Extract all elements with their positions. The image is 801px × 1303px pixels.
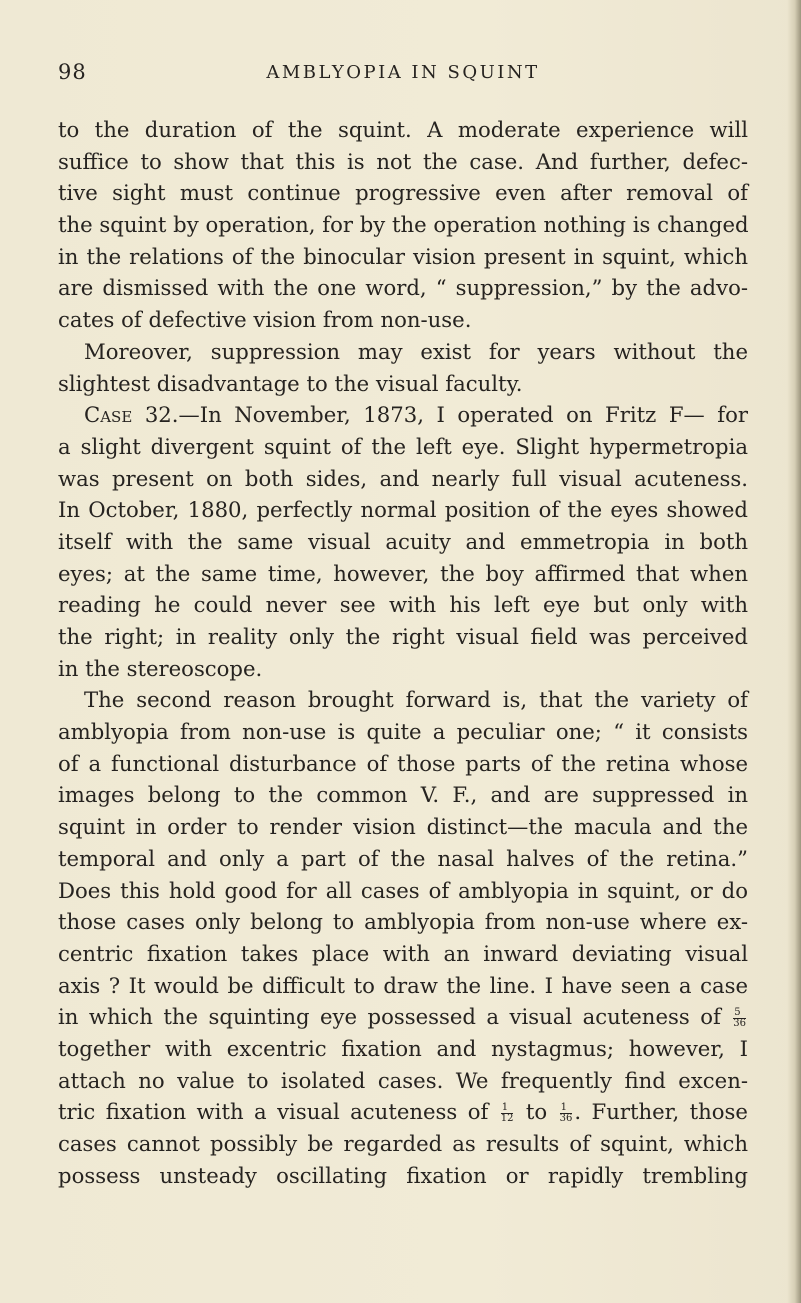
text-line: centric fixation takes place with an inward deviating visual — [58, 940, 748, 966]
text-line: Does this hold good for all cases of amblyopia in squint, or do — [58, 877, 748, 903]
case-label: Case — [84, 402, 133, 428]
fraction-numerator: 5 — [733, 1008, 746, 1019]
text-segment: tric fixation with a visual acuteness of — [58, 1099, 489, 1125]
text-line: reading he could never see with his left eye but only with — [58, 592, 748, 618]
running-head: AMBLYOPIA IN SQUINT — [266, 62, 540, 83]
fraction — [560, 1103, 573, 1124]
text-line: cases cannot possibly be regarded as results of squint, which — [58, 1131, 748, 1156]
text-line: in the stereoscope. — [58, 655, 263, 681]
fraction-numerator: 1 — [501, 1103, 514, 1114]
text-line: squint in order to render vision distinct—the macula and the — [58, 814, 748, 840]
text-line: In October, 1880, perfectly normal position of the eyes showed — [58, 497, 748, 523]
fraction-denominator: 36 — [733, 1018, 746, 1030]
fraction-numerator: 1 — [560, 1103, 573, 1114]
text-line: was present on both sides, and nearly full visual acuteness. — [58, 465, 748, 491]
text-line: attach no value to isolated cases. We frequently find excen- — [58, 1067, 748, 1093]
body-text — [58, 114, 748, 1191]
text-line: cates of defective vision from non-use. — [58, 307, 472, 333]
fraction-line — [58, 1001, 748, 1033]
text-segment: in which the squinting eye possessed a visual acuteness of — [58, 1004, 721, 1030]
text-segment: . Further, those — [574, 1099, 748, 1125]
text-line: to the duration of the squint. A moderate experience will — [58, 117, 748, 142]
fraction-denominator: 12 — [500, 1113, 514, 1125]
page-header — [58, 60, 748, 90]
fraction — [733, 1008, 746, 1029]
text-line: slightest disadvantage to the visual faculty. — [58, 370, 523, 396]
text-segment: to — [525, 1099, 548, 1125]
text-line: are dismissed with the one word, “ suppression,” by the advo- — [58, 275, 748, 301]
case-text: 32.—In November, 1873, I operated on Fritz F— for — [144, 402, 748, 428]
text-line: amblyopia from non-use is quite a peculiar one; “ it consists — [58, 719, 748, 745]
fraction — [501, 1103, 514, 1124]
text-line: those cases only belong to amblyopia from non-use where ex- — [58, 909, 748, 935]
text-line: The second reason brought forward is, that the variety of — [84, 687, 748, 713]
text-line: a slight divergent squint of the left eye. Slight hypermetropia — [58, 433, 748, 459]
text-line: together with excentric fixation and nystagmus; however, I — [58, 1035, 748, 1061]
text-line: the right; in reality only the right visual field was perceived — [58, 624, 748, 649]
page-number: 98 — [58, 60, 87, 84]
text-line: of a functional disturbance of those parts of the retina whose — [58, 750, 748, 776]
text-line: in the relations of the binocular vision present in squint, which — [58, 243, 748, 269]
fraction-denominator: 36 — [559, 1113, 573, 1125]
text-line: possess unsteady oscillating fixation or rapidly trembling — [58, 1162, 748, 1188]
text-line: temporal and only a part of the nasal halves of the retina.” — [58, 845, 748, 871]
text-line: the squint by operation, for by the operation nothing is changed — [58, 212, 749, 238]
text-line: Moreover, suppression may exist for years without the — [84, 338, 748, 364]
case-line — [58, 399, 748, 431]
fraction-line — [58, 1096, 748, 1128]
page-edge-shadow — [787, 0, 801, 1303]
text-line: tive sight must continue progressive even after removal of — [58, 180, 748, 206]
text-line: axis ? It would be difficult to draw the line. I have seen a case — [58, 972, 748, 998]
text-line: itself with the same visual acuity and emmetropia in both — [58, 528, 748, 554]
text-line: eyes; at the same time, however, the boy affirmed that when — [58, 560, 748, 586]
text-line: suffice to show that this is not the case. And further, defec- — [58, 148, 748, 174]
text-line: images belong to the common V. F., and are suppressed in — [58, 782, 748, 808]
